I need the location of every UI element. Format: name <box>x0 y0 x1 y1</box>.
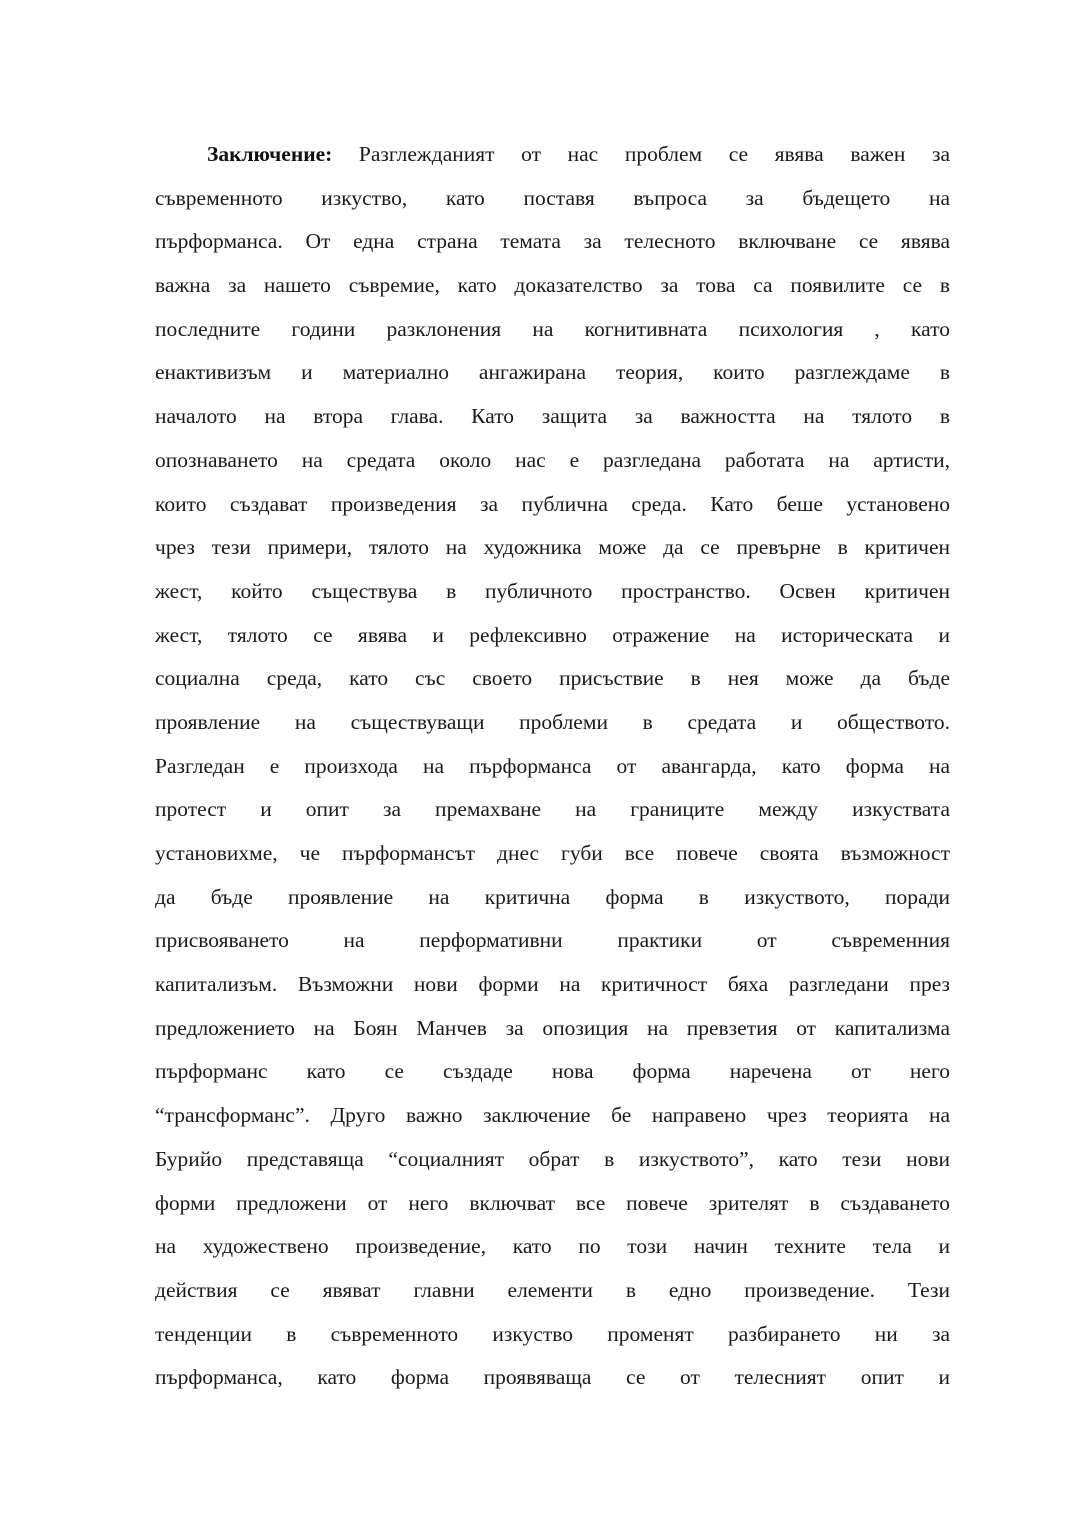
paragraph-line: проявление на съществуващи проблеми в средата и обществото. <box>155 709 950 734</box>
paragraph-line: тенденции в съвременното изкуство променят разбирането ни за <box>155 1321 950 1346</box>
paragraph-line: социална среда, като със своето присъствие в нея може да бъде <box>155 666 950 691</box>
paragraph-line: съвременното изкуство, като поставя въпроса за бъдещето на <box>155 185 950 210</box>
paragraph-line: форми предложени от него включват все повече зрителят в създаването <box>155 1190 950 1215</box>
paragraph-line: пърформанс като се създаде нова форма наречена от него <box>155 1059 950 1084</box>
paragraph-line: опознаването на средата около нас е разгледана работата на артисти, <box>155 447 950 472</box>
paragraph-line: жест, който съществува в публичното пространство. Освен критичен <box>155 578 950 603</box>
paragraph-line: установихме, че пърформансът днес губи все повече своята възможност <box>155 841 950 865</box>
paragraph-line: които създават произведения за публична среда. Като беше установено <box>155 491 950 516</box>
paragraph-line: пърформанса. От една страна темата за телесното включване се явява <box>155 229 950 254</box>
paragraph-line: присвояването на перформативни практики от съвременния <box>155 928 950 953</box>
conclusion-heading: Заключение: <box>207 142 333 166</box>
paragraph-line: предложението на Боян Манчев за опозиция на превзетия от капитализма <box>155 1015 950 1040</box>
paragraph-line: чрез тези примери, тялото на художника може да се превърне в критичен <box>155 535 950 560</box>
first-line-text: Разглежданият от нас проблем се явява важен за <box>358 142 950 166</box>
paragraph-line: действия се явяват главни елементи в едно произведение. Тези <box>155 1277 950 1302</box>
paragraph-line: капитализъм. Възможни нови форми на критичност бяха разгледани през <box>155 972 950 997</box>
paragraph-line: Разгледан е произхода на пърформанса от авангарда, като форма на <box>155 753 950 778</box>
paragraph-line: пърформанса, като форма проявяваща се от телесният опит и <box>155 1365 950 1390</box>
conclusion-paragraph <box>155 133 950 1400</box>
paragraph-line: последните години разклонения на когнитивната психология , като <box>155 316 950 341</box>
paragraph-line: началото на втора глава. Като защита за важността на тялото в <box>155 404 950 429</box>
paragraph-line: важна за нашето съвремие, като доказателство за това са появилите се в <box>155 273 950 298</box>
paragraph-line: да бъде проявление на критична форма в изкуството, поради <box>155 884 950 909</box>
paragraph-line: Бурийо представяща “социалният обрат в изкуството”, като тези нови <box>155 1146 950 1171</box>
paragraph-line: жест, тялото се явява и рефлексивно отражение на историческата и <box>155 622 950 647</box>
paragraph-line: “трансформанс”. Друго важно заключение бе направено чрез теорията на <box>155 1103 950 1128</box>
paragraph-line: енактивизъм и материално ангажирана теория, които разглеждаме в <box>155 360 950 385</box>
paragraph-line: протест и опит за премахване на границите между изкуствата <box>155 797 950 822</box>
paragraph-line-1 <box>155 133 950 177</box>
paragraph-line: на художествено произведение, като по този начин техните тела и <box>155 1234 950 1259</box>
